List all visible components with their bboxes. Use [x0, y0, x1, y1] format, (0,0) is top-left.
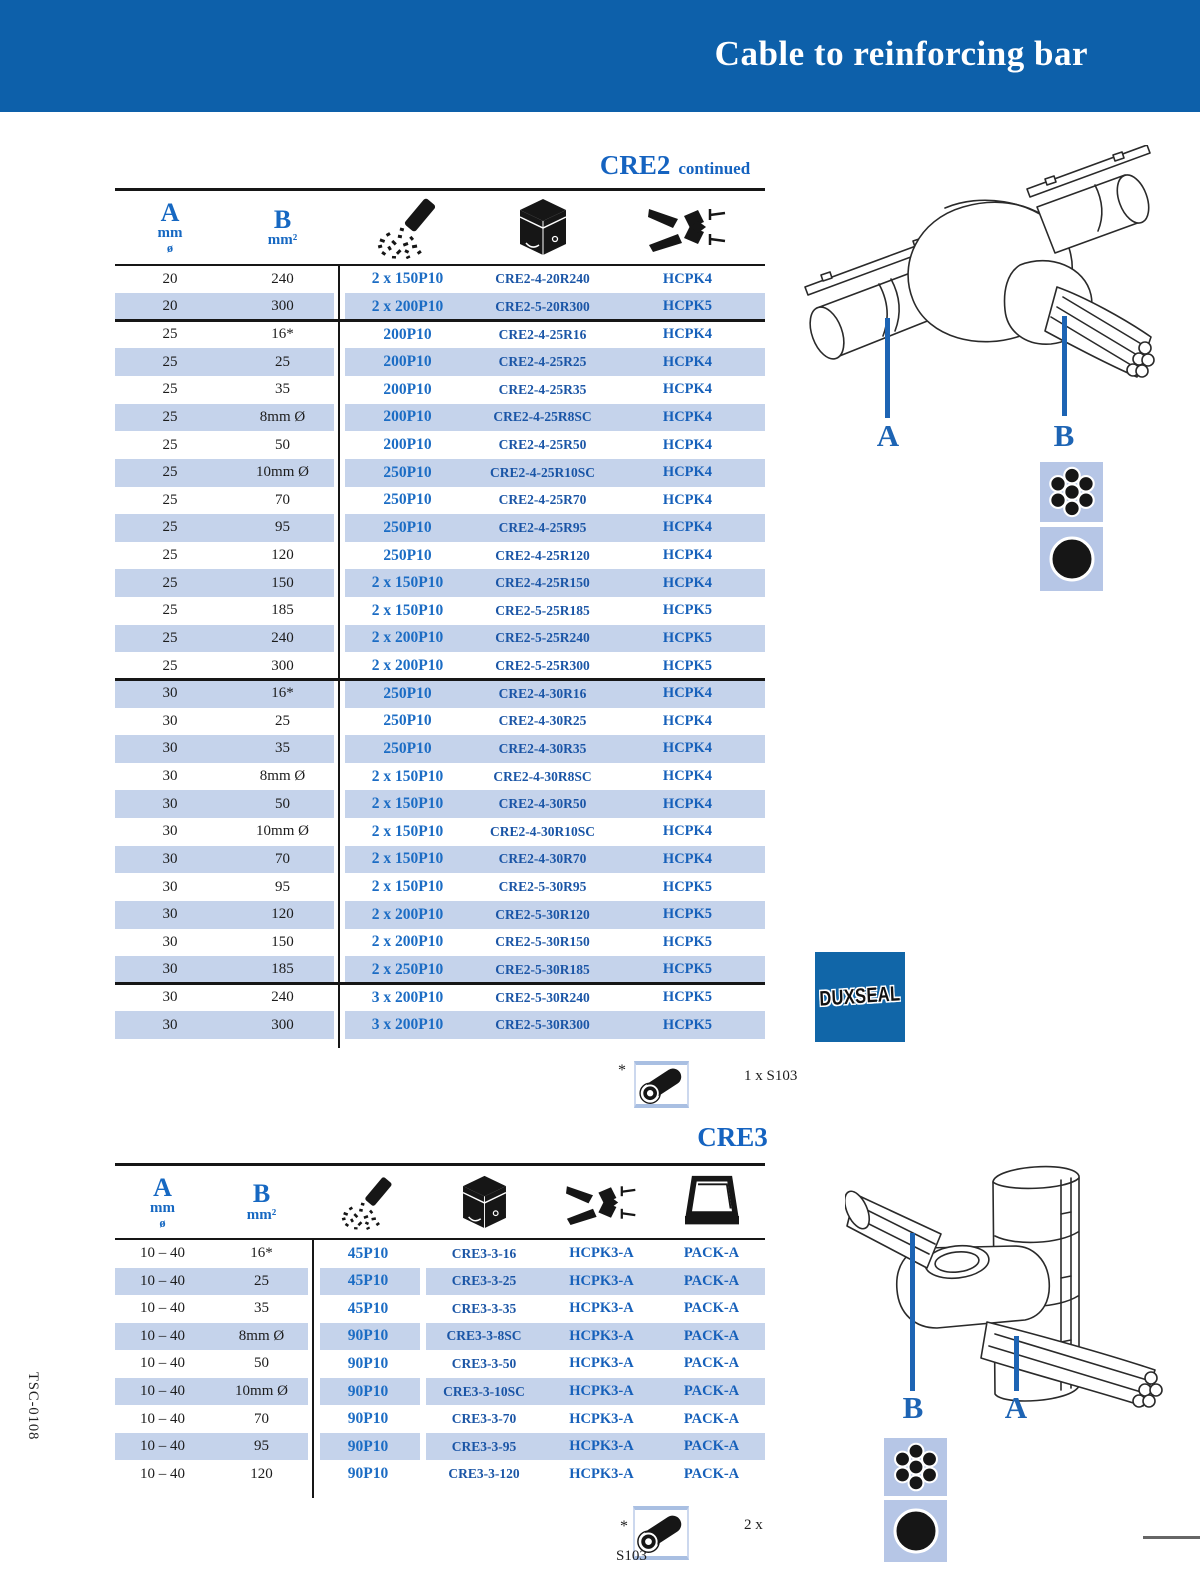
table1-cell-powder: 2 x 200P10 [371, 905, 444, 923]
table1-cell-mold: CRE2-5-30R95 [498, 879, 587, 895]
table1-cell-a: 30 [162, 795, 178, 812]
table1-cell-a: 25 [162, 381, 178, 398]
table-row [115, 790, 765, 818]
table2-cell-mold: CRE3-3-95 [451, 1438, 517, 1454]
cre3-table-rows [115, 1240, 765, 1488]
table1-cell-b: 150 [271, 574, 294, 591]
table2-cell-powder: 45P10 [347, 1244, 389, 1262]
table-row [115, 459, 765, 487]
table1-cell-a: 30 [162, 961, 178, 978]
table2-cell-b: 16* [250, 1245, 273, 1262]
table-row [115, 625, 765, 653]
table1-cell-a: 30 [162, 906, 178, 923]
table1-cell-b: 300 [271, 1016, 294, 1033]
leader-line-a [885, 318, 890, 418]
table1-cell-b: 50 [275, 436, 290, 453]
table1-cell-a: 25 [162, 408, 178, 425]
table1-cell-a: 25 [162, 629, 178, 646]
table2-cell-handle: HCPK3-A [569, 1355, 634, 1372]
table-row [115, 1405, 765, 1433]
table2-cell-mold: CRE3-3-8SC [446, 1328, 522, 1344]
table-row [115, 266, 765, 294]
table2-cell-a: 10 – 40 [140, 1383, 185, 1399]
table1-cell-b: 16* [271, 685, 294, 702]
cre2-table [115, 188, 765, 1039]
table2-cell-a: 10 – 40 [140, 1355, 185, 1372]
table1-cell-powder: 2 x 150P10 [371, 270, 444, 288]
column-header-a: A mm ø [157, 198, 183, 256]
table1-cell-b: 185 [271, 602, 294, 619]
table1-cell-powder: 2 x 200P10 [371, 657, 444, 675]
table1-cell-mold: CRE2-5-25R240 [495, 630, 590, 646]
table2-cell-pack: PACK-A [683, 1410, 740, 1427]
table2-cell-b: 25 [254, 1272, 269, 1289]
table1-cell-b: 185 [271, 961, 294, 978]
table1-cell-handle: HCPK5 [662, 657, 713, 674]
table-row [115, 1268, 765, 1296]
table-row [115, 652, 765, 680]
table2-cell-powder: 90P10 [347, 1327, 389, 1345]
table1-cell-mold: CRE2-4-25R10SC [489, 464, 595, 480]
table1-cell-b: 10mm Ø [256, 464, 309, 481]
table-row [115, 597, 765, 625]
table1-cell-mold: CRE2-4-30R10SC [489, 823, 595, 839]
table1-cell-b: 240 [271, 629, 294, 646]
table1-cell-powder: 3 x 200P10 [371, 988, 444, 1006]
table2-cell-handle: HCPK3-A [569, 1410, 634, 1427]
table1-cell-powder: 2 x 150P10 [371, 822, 444, 840]
table1-cell-powder: 2 x 150P10 [371, 767, 444, 785]
table1-cell-powder: 2 x 150P10 [371, 795, 444, 813]
table2-cell-handle: HCPK3-A [569, 1327, 634, 1344]
table-row [115, 846, 765, 874]
table1-cell-b: 10mm Ø [256, 823, 309, 840]
corner-rule [1143, 1536, 1200, 1539]
table1-cell-mold: CRE2-5-30R300 [495, 1017, 590, 1033]
table1-cell-handle: HCPK4 [662, 574, 713, 591]
table1-cell-powder: 2 x 150P10 [371, 850, 444, 868]
table-row [115, 984, 765, 1012]
table2-cell-handle: HCPK3-A [569, 1383, 634, 1399]
table1-cell-a: 30 [162, 823, 178, 840]
leader-line-a [1014, 1336, 1019, 1391]
table2-cell-a: 10 – 40 [140, 1465, 185, 1482]
table-row [115, 431, 765, 459]
table-row [115, 680, 765, 708]
table2-cell-powder: 90P10 [347, 1354, 389, 1372]
column-header-b: B mm² [246, 1179, 277, 1223]
table1-cell-b: 300 [271, 298, 294, 315]
page-title: Cable to reinforcing bar [714, 34, 1088, 73]
table-row [115, 569, 765, 597]
table1-cell-b: 120 [271, 906, 294, 923]
table-row [115, 956, 765, 984]
table1-cell-handle: HCPK4 [662, 519, 713, 536]
table-row [115, 1240, 765, 1268]
table1-cell-handle: HCPK4 [662, 270, 713, 287]
table-row [115, 487, 765, 515]
table1-cell-b: 95 [275, 519, 290, 536]
table1-cell-mold: CRE2-4-25R35 [498, 381, 587, 397]
footnote-text: 1 x S103 [744, 1068, 798, 1084]
table1-cell-powder: 2 x 150P10 [371, 601, 444, 619]
table1-cell-b: 8mm Ø [259, 768, 306, 785]
table-row [115, 1350, 765, 1378]
mold-icon [475, 197, 610, 257]
table1-cell-handle: HCPK4 [662, 326, 713, 343]
table2-cell-b: 10mm Ø [235, 1383, 288, 1399]
table2-cell-powder: 90P10 [347, 1382, 389, 1400]
table1-cell-mold: CRE2-4-30R70 [498, 851, 587, 867]
table-row [115, 763, 765, 791]
table1-cell-handle: HCPK4 [662, 491, 713, 508]
cre2-title: CRE2 [599, 150, 671, 180]
table1-cell-powder: 200P10 [383, 408, 432, 426]
table2-cell-powder: 90P10 [347, 1437, 389, 1455]
table1-cell-mold: CRE2-5-30R185 [495, 961, 590, 977]
table1-cell-mold: CRE2-5-30R150 [495, 934, 590, 950]
table1-cell-mold: CRE2-5-30R240 [495, 989, 590, 1005]
stranded-conductor-icon [1040, 462, 1103, 522]
table1-cell-a: 30 [162, 878, 178, 895]
table1-cell-handle: HCPK4 [662, 408, 713, 425]
table2-cell-handle: HCPK3-A [569, 1465, 634, 1482]
table1-cell-b: 16* [271, 326, 294, 343]
table1-cell-a: 30 [162, 768, 178, 785]
table2-cell-pack: PACK-A [683, 1245, 740, 1262]
table-row [115, 901, 765, 929]
handle-clamp-icon [610, 202, 765, 252]
table1-cell-powder: 2 x 200P10 [371, 629, 444, 647]
table2-cell-a: 10 – 40 [140, 1410, 185, 1427]
table1-cell-handle: HCPK4 [662, 547, 713, 564]
diagram-label-a: A [876, 418, 900, 453]
table1-cell-mold: CRE2-5-30R120 [495, 906, 590, 922]
table1-cell-powder: 200P10 [383, 325, 432, 343]
table1-cell-a: 25 [162, 326, 178, 343]
table2-cell-b: 8mm Ø [238, 1327, 285, 1344]
cre2-table-header [115, 188, 765, 266]
table1-cell-handle: HCPK5 [662, 602, 713, 619]
table2-cell-b: 35 [254, 1300, 269, 1317]
table1-cell-b: 120 [271, 547, 294, 564]
table1-cell-powder: 2 x 150P10 [371, 574, 444, 592]
table1-cell-a: 30 [162, 989, 178, 1006]
table1-cell-handle: HCPK4 [662, 740, 713, 757]
diagram-label-a: A [1004, 1390, 1028, 1425]
table-row [115, 1323, 765, 1351]
table1-cell-handle: HCPK4 [662, 850, 713, 867]
table2-cell-mold: CRE3-3-35 [451, 1300, 517, 1316]
table1-cell-a: 25 [162, 519, 178, 536]
table1-cell-a: 30 [162, 850, 178, 867]
table1-cell-b: 70 [275, 491, 290, 508]
footnote-text: S103 [616, 1548, 647, 1564]
table1-cell-mold: CRE2-4-25R70 [498, 492, 587, 508]
footnote-quantity: 2 x [744, 1517, 763, 1533]
table1-cell-handle: HCPK4 [662, 353, 713, 370]
table1-cell-a: 30 [162, 685, 178, 702]
table-row [115, 348, 765, 376]
table1-cell-handle: HCPK5 [662, 989, 713, 1006]
table2-cell-handle: HCPK3-A [569, 1300, 634, 1317]
table1-cell-b: 8mm Ø [259, 408, 306, 425]
table1-cell-handle: HCPK5 [662, 298, 713, 315]
table1-cell-powder: 200P10 [383, 380, 432, 398]
table1-cell-mold: CRE2-4-25R150 [495, 575, 590, 591]
table1-cell-powder: 200P10 [383, 436, 432, 454]
cre2-column-divider [338, 266, 340, 1048]
table2-cell-pack: PACK-A [683, 1272, 740, 1289]
table2-cell-mold: CRE3-3-25 [451, 1273, 517, 1289]
table1-cell-mold: CRE2-4-20R240 [495, 271, 590, 287]
table2-cell-pack: PACK-A [683, 1383, 740, 1399]
table1-cell-mold: CRE2-5-20R300 [495, 298, 590, 314]
cre2-title-suffix: continued [678, 159, 751, 178]
table1-cell-powder: 250P10 [383, 712, 432, 730]
table1-cell-b: 95 [275, 878, 290, 895]
table2-cell-a: 10 – 40 [140, 1327, 185, 1344]
table2-cell-mold: CRE3-3-10SC [443, 1383, 525, 1399]
table1-cell-a: 30 [162, 740, 178, 757]
leader-line-b [910, 1233, 915, 1391]
table2-cell-handle: HCPK3-A [569, 1272, 634, 1289]
table2-cell-mold: CRE3-3-50 [451, 1355, 517, 1371]
table1-cell-handle: HCPK5 [662, 906, 713, 923]
table1-cell-mold: CRE2-4-30R16 [498, 685, 587, 701]
table1-cell-powder: 250P10 [383, 463, 432, 481]
table2-cell-powder: 45P10 [347, 1299, 389, 1317]
table2-cell-mold: CRE3-3-70 [451, 1411, 517, 1427]
table1-cell-handle: HCPK4 [662, 381, 713, 398]
solid-conductor-icon [884, 1500, 947, 1562]
table1-cell-powder: 2 x 250P10 [371, 960, 444, 978]
table2-cell-a: 10 – 40 [140, 1272, 185, 1289]
table1-cell-a: 20 [162, 270, 178, 287]
table-row [115, 404, 765, 432]
table1-cell-powder: 250P10 [383, 518, 432, 536]
table1-cell-b: 25 [275, 712, 290, 729]
table-row [115, 542, 765, 570]
table1-cell-handle: HCPK4 [662, 823, 713, 840]
cre3-column-divider [312, 1240, 314, 1498]
table1-cell-handle: HCPK5 [662, 961, 713, 978]
cre3-table-header [115, 1163, 765, 1240]
table1-cell-a: 25 [162, 436, 178, 453]
powder-cartridge-icon [313, 1173, 423, 1231]
table-row [115, 293, 765, 321]
table2-cell-a: 10 – 40 [140, 1300, 185, 1317]
table2-cell-mold: CRE3-3-16 [451, 1245, 517, 1261]
table2-cell-pack: PACK-A [683, 1327, 740, 1344]
table1-cell-mold: CRE2-4-25R50 [498, 437, 587, 453]
cre2-joint-drawing [795, 145, 1165, 445]
table2-cell-powder: 45P10 [347, 1272, 389, 1290]
table-group-separator [115, 319, 765, 322]
table1-cell-powder: 250P10 [383, 491, 432, 509]
table-row [115, 929, 765, 957]
table1-cell-powder: 2 x 200P10 [371, 933, 444, 951]
table-group-separator [115, 678, 765, 681]
table1-cell-mold: CRE2-4-30R25 [498, 713, 587, 729]
table2-cell-a: 10 – 40 [140, 1438, 185, 1455]
table1-cell-handle: HCPK5 [662, 878, 713, 895]
table1-cell-handle: HCPK5 [662, 629, 713, 646]
table2-cell-powder: 90P10 [347, 1465, 389, 1483]
table1-cell-handle: HCPK5 [662, 933, 713, 950]
document-code: TSC-0108 [25, 1372, 41, 1441]
table1-cell-mold: CRE2-4-25R16 [498, 326, 587, 342]
table1-cell-powder: 2 x 150P10 [371, 878, 444, 896]
footnote-asterisk: * [620, 1518, 628, 1535]
table-row [115, 873, 765, 901]
table1-cell-b: 35 [275, 740, 290, 757]
table1-cell-handle: HCPK4 [662, 685, 713, 702]
table1-cell-mold: CRE2-4-25R120 [495, 547, 590, 563]
table1-cell-b: 300 [271, 657, 294, 674]
footnote-asterisk: * [618, 1062, 626, 1079]
handle-clamp-icon [545, 1180, 658, 1225]
diagram-label-b: B [902, 1390, 924, 1425]
mold-icon [423, 1174, 545, 1230]
table1-cell-handle: HCPK4 [662, 768, 713, 785]
table1-cell-mold: CRE2-4-30R50 [498, 796, 587, 812]
table1-cell-powder: 3 x 200P10 [371, 1016, 444, 1034]
table1-cell-handle: HCPK5 [662, 1016, 713, 1033]
table-row [115, 1295, 765, 1323]
cre3-table [115, 1163, 765, 1488]
table1-cell-powder: 2 x 200P10 [371, 297, 444, 315]
table-row [115, 1011, 765, 1039]
leader-line-b [1062, 316, 1067, 416]
table1-cell-a: 25 [162, 602, 178, 619]
table1-cell-a: 30 [162, 933, 178, 950]
table2-cell-b: 70 [254, 1410, 269, 1427]
table2-cell-pack: PACK-A [683, 1355, 740, 1372]
table1-cell-b: 70 [275, 850, 290, 867]
table1-cell-a: 25 [162, 353, 178, 370]
table1-cell-a: 30 [162, 1016, 178, 1033]
table1-cell-mold: CRE2-5-25R185 [495, 602, 590, 618]
table1-cell-a: 25 [162, 547, 178, 564]
solid-conductor-icon [1040, 527, 1103, 591]
table1-cell-b: 240 [271, 270, 294, 287]
table2-cell-handle: HCPK3-A [569, 1245, 634, 1262]
table-row [115, 376, 765, 404]
table2-cell-b: 120 [250, 1465, 273, 1482]
table2-cell-handle: HCPK3-A [569, 1438, 634, 1455]
table2-cell-pack: PACK-A [683, 1438, 740, 1455]
table1-cell-b: 35 [275, 381, 290, 398]
column-header-a: A mm ø [150, 1172, 175, 1230]
table1-cell-powder: 250P10 [383, 546, 432, 564]
duxseal-logo: DUXSEAL [815, 952, 905, 1042]
table1-cell-mold: CRE2-5-25R300 [495, 658, 590, 674]
table2-cell-a: 10 – 40 [140, 1245, 185, 1262]
table1-cell-a: 30 [162, 712, 178, 729]
table-row [115, 818, 765, 846]
table-row [115, 1378, 765, 1406]
table1-cell-a: 25 [162, 464, 178, 481]
table1-cell-mold: CRE2-4-25R95 [498, 519, 587, 535]
pack-icon [658, 1175, 765, 1229]
diagram-label-b: B [1053, 418, 1075, 453]
table1-cell-handle: HCPK4 [662, 795, 713, 812]
table1-cell-mold: CRE2-4-30R8SC [493, 768, 592, 784]
powder-cartridge-icon [340, 195, 475, 259]
table-row [115, 1460, 765, 1488]
table1-cell-b: 240 [271, 989, 294, 1006]
table1-cell-handle: HCPK4 [662, 464, 713, 481]
table1-cell-powder: 200P10 [383, 353, 432, 371]
table1-cell-powder: 250P10 [383, 684, 432, 702]
table-row [115, 708, 765, 736]
sleeve-icon [634, 1061, 689, 1108]
table1-cell-mold: CRE2-4-30R35 [498, 740, 587, 756]
table1-cell-a: 20 [162, 298, 178, 315]
table-row [115, 321, 765, 349]
table1-cell-a: 25 [162, 491, 178, 508]
table2-cell-b: 50 [254, 1355, 269, 1372]
table1-cell-mold: CRE2-4-25R25 [498, 354, 587, 370]
table1-cell-a: 25 [162, 574, 178, 591]
table-row [115, 514, 765, 542]
table-row [115, 735, 765, 763]
cre3-heading: CRE3 [697, 1122, 768, 1152]
table2-cell-pack: PACK-A [683, 1300, 740, 1317]
table1-cell-b: 50 [275, 795, 290, 812]
table2-cell-powder: 90P10 [347, 1410, 389, 1428]
table1-cell-b: 150 [271, 933, 294, 950]
table1-cell-handle: HCPK4 [662, 712, 713, 729]
cre2-heading [560, 150, 790, 181]
table1-cell-handle: HCPK4 [662, 436, 713, 453]
table1-cell-mold: CRE2-4-25R8SC [493, 409, 592, 425]
cre2-table-rows [115, 266, 765, 1040]
table2-cell-b: 95 [254, 1438, 269, 1455]
column-header-b: B mm² [267, 204, 298, 249]
table2-cell-mold: CRE3-3-120 [448, 1466, 520, 1482]
table2-cell-pack: PACK-A [683, 1465, 740, 1482]
table1-cell-a: 25 [162, 657, 178, 674]
table-group-separator [115, 982, 765, 985]
stranded-conductor-icon [884, 1438, 947, 1496]
page-header [0, 0, 1200, 112]
table1-cell-b: 25 [275, 353, 290, 370]
table1-cell-powder: 250P10 [383, 739, 432, 757]
table-row [115, 1433, 765, 1461]
